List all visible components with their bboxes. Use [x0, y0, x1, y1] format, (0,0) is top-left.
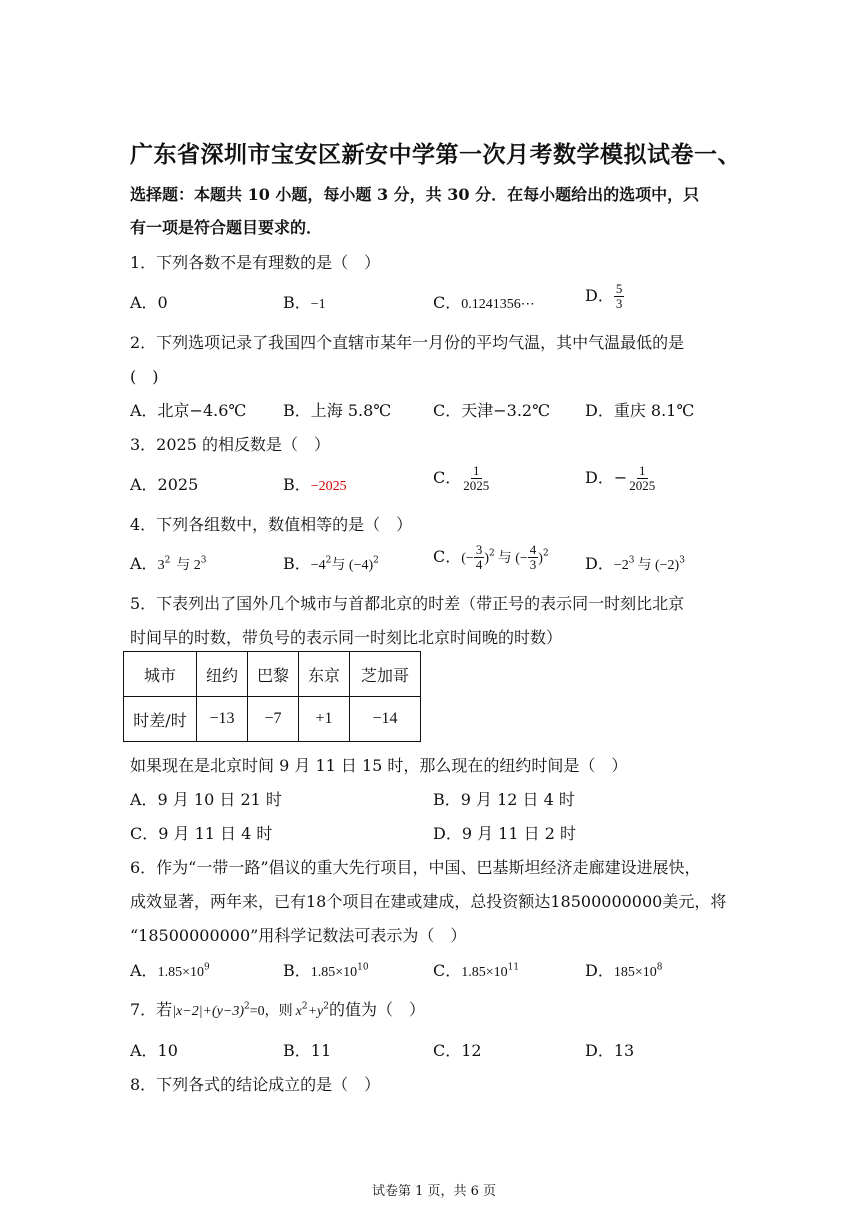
q4-option-b: B．$-4^2$与 $(-4)^2$ — [283, 554, 379, 573]
table-header-cell: 巴黎 — [248, 652, 299, 697]
page-footer: 试卷第 1 页，共 6 页 — [371, 1184, 497, 1199]
question-5-stem-line1: 5．下表列出了国外几个城市与首都北京的时差（带正号的表示同一时刻比北京 — [130, 594, 685, 613]
table-header-cell: 城市 — [124, 652, 197, 697]
question-7-stem: 7．若$|x-2|+(y-3)^2=0$，则 $x^2+y^2$的值为（ ） — [130, 1000, 425, 1019]
table-cell: +1 — [299, 697, 350, 742]
table-header-cell: 芝加哥 — [350, 652, 421, 697]
q1-option-d: D． $\frac{5}{3}$ — [585, 281, 623, 311]
table-row — [124, 652, 421, 697]
q4-option-c: C．(− $\frac{3}{4}$ )$^2$ 与 (− $\frac{4}{3}$ )$^2$ — [433, 542, 549, 572]
time-difference-table — [123, 651, 421, 742]
question-4-stem: 4．下列各组数中，数值相等的是（ ） — [130, 515, 413, 534]
q5-option-c: C．9 月 11 日 4 时 — [130, 824, 273, 843]
fraction: $\frac{1}{2025}$ — [463, 463, 490, 493]
q1-option-a: A．0 — [130, 293, 168, 312]
table-header-cell: 纽约 — [197, 652, 248, 697]
question-2-stem-line2: ( ) — [130, 367, 159, 386]
table-row — [124, 697, 421, 742]
question-6-stem-line1: 6．作为“一带一路”倡议的重大先行项目，中国、巴基斯坦经济走廊建设进展快， — [130, 858, 701, 877]
question-2-stem-line1: 2．下列选项记录了我国四个直辖市某年一月份的平均气温，其中气温最低的是 — [130, 333, 685, 352]
question-6-stem-line2: 成效显著，两年来，已有18个项目在建或建成，总投资额达18500000000美元，将 — [130, 892, 727, 911]
q3-option-a: A．2025 — [130, 475, 199, 494]
table-cell: −13 — [197, 697, 248, 742]
q5-option-a: A．9 月 10 日 21 时 — [130, 790, 282, 809]
q6-option-d: D．$185\times 10^8$ — [585, 961, 663, 980]
q7-option-b: B．11 — [283, 1041, 332, 1060]
q6-option-b: B．$1.85\times 10^{10}$ — [283, 961, 369, 980]
table-header-cell: 东京 — [299, 652, 350, 697]
q2-option-b: B．上海 5.8℃ — [283, 401, 392, 420]
q7-option-d: D．13 — [585, 1041, 635, 1060]
q1-option-b: B．−1 — [283, 293, 326, 312]
q2-option-a: A．北京−4.6℃ — [130, 401, 247, 420]
q4-option-d: D．$-2^3$ 与 $(-2)^3$ — [585, 554, 685, 573]
q7-option-c: C．12 — [433, 1041, 482, 1060]
q3-option-c: C． $\frac{1}{2025}$ — [433, 463, 490, 493]
table-cell: −7 — [248, 697, 299, 742]
table-row-label: 时差/时 — [124, 697, 197, 742]
q6-option-c: C．$1.85\times 10^{11}$ — [433, 961, 520, 980]
table-cell: −14 — [350, 697, 421, 742]
question-8-stem: 8．下列各式的结论成立的是（ ） — [130, 1075, 381, 1094]
q6-option-a: A．$1.85\times 10^9$ — [130, 961, 210, 980]
q3-option-b: B．−2025 — [283, 475, 347, 494]
page-title: 广东省深圳市宝安区新安中学第一次月考数学模拟试卷一、 — [130, 141, 741, 168]
q2-option-d: D．重庆 8.1℃ — [585, 401, 695, 420]
q5-option-d: D．9 月 11 日 2 时 — [433, 824, 576, 843]
q4-option-a: A．$3^2$ 与 $2^3$ — [130, 554, 207, 573]
q1-option-c: C．0.1241356⋯ — [433, 293, 535, 312]
q5-option-b: B．9 月 12 日 4 时 — [433, 790, 575, 809]
question-5-stem-line3: 如果现在是北京时间 9 月 11 日 15 时，那么现在的纽约时间是（ ） — [130, 756, 628, 775]
question-3-stem: 3．2025 的相反数是（ ） — [130, 435, 330, 454]
question-6-stem-line3: “18500000000”用科学记数法可表示为（ ） — [130, 926, 467, 945]
fraction: $\frac{4}{3}$ — [529, 542, 537, 572]
question-1-stem: 1．下列各数不是有理数的是（ ） — [130, 253, 381, 272]
section-instructions-line2: 有一项是符合题目要求的． — [130, 218, 323, 237]
fraction: $\frac{3}{4}$ — [475, 542, 483, 572]
q2-option-c: C．天津−3.2℃ — [433, 401, 550, 420]
q7-option-a: A．10 — [130, 1041, 178, 1060]
fraction: $\frac{5}{3}$ — [615, 281, 623, 311]
fraction: $\frac{1}{2025}$ — [629, 463, 656, 493]
question-5-stem-line2: 时间早的时数，带负号的表示同一时刻比北京时间晚的时数） — [130, 628, 563, 647]
q3-option-d: D．− $\frac{1}{2025}$ — [585, 463, 656, 493]
section-instructions-line1: 选择题：本题共 10 小题，每小题 3 分，共 30 分．在每小题给出的选项中，只 — [130, 185, 700, 204]
